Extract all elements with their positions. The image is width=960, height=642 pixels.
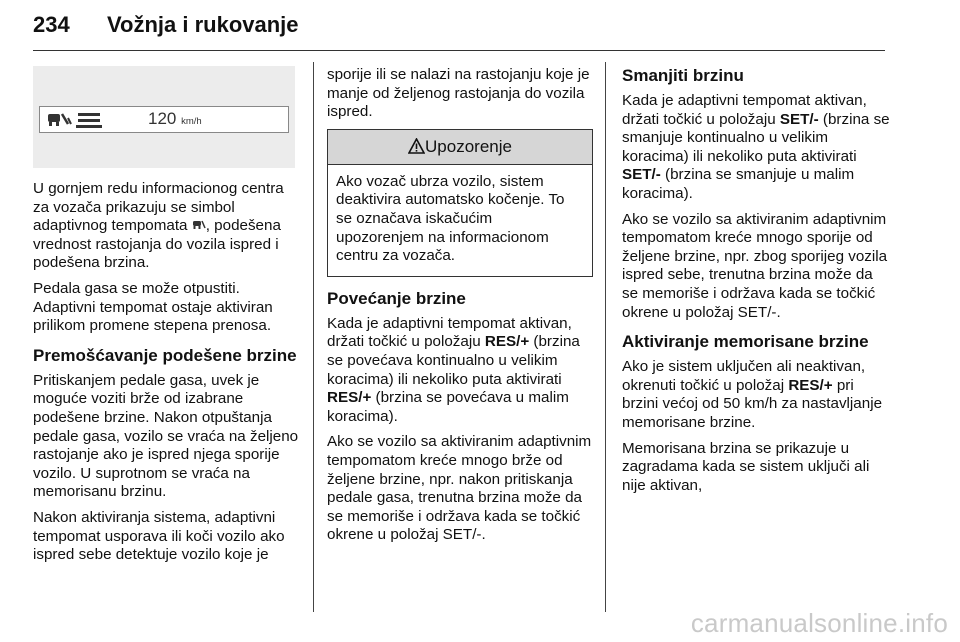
adaptive-cruise-icon: [192, 219, 206, 232]
page-number: 234: [33, 12, 70, 37]
paragraph: sporije ili se nalazi na rastojanju koje je manje od željenog rastojanja do vozila ispred.: [327, 66, 590, 121]
paragraph: U gornjem redu informacionog centra za vozača prikazuju se simbol adaptivnog tempomata , podešena vrednost rastojanja do vozila ispred i podešena brzina.: [33, 180, 284, 272]
display-top-row: [39, 106, 289, 133]
warning-title: Upozorenje: [425, 136, 512, 156]
page-header: [33, 12, 885, 51]
watermark: carmanualsonline.info: [690, 608, 948, 638]
column-2: [327, 66, 593, 552]
paragraph: Kada je adaptivni tempomat aktivan, držati točkić u položaju SET/- (brzina se smanjuje kontinualno u velikim koracima) ili nekoliko puta aktivirati SET/- (brzina se smanjuje u malim koracima).: [622, 92, 890, 202]
warning-box: [327, 129, 593, 277]
warning-header: [328, 130, 592, 165]
paragraph: Pritiskanjem pedale gasa, uvek je moguće voziti brže od izabrane podešene brzine. Nakon otpuštanja pedale gasa, vozilo se vraća na željeno rastojanje ako je ispred njega sporije vozilo. U suprotnom se vraća na memorisanu brzinu.: [33, 371, 299, 501]
column-divider-2: [605, 62, 606, 612]
section-heading: Smanjiti brzinu: [622, 66, 744, 85]
paragraph: Ako se vozilo sa aktiviranim adaptivnim tempomatom kreće mnogo sporije od željene brzine, npr. zbog sporijeg vozila ispred sebe, trenutna brzina može da se memoriše i održava kada se točkić okrene u položaj SET/-.: [622, 210, 888, 321]
car-with-distance-bars-icon: [46, 110, 104, 130]
warning-triangle-icon: [408, 138, 425, 154]
paragraph: Ako se vozilo sa aktiviranim adaptivnim tempomatom kreće mnogo brže od željene brzine, npr. nakon pritiskanja pedale gasa, trenutna brzina može da se memoriše i održava kada se točkić okrene u položaj SET/-.: [327, 433, 592, 544]
paragraph: Nakon aktiviranja sistema, adaptivni tempomat usporava ili koči vozilo ako ispred sebe detektuje vozilo koje je: [33, 508, 285, 564]
column-divider-1: [313, 62, 314, 612]
paragraph: Ako je sistem uključen ali neaktivan, okrenuti točkić u položaj RES/+ pri brzini većoj od 50 km/h za nastavljanje memorisane brzine.: [622, 358, 883, 431]
paragraph: Pedala gasa se može otpustiti. Adaptivni tempomat ostaje aktiviran prilikom promene stepena prenosa.: [33, 279, 273, 335]
section-heading: Premošćavanje podešene brzine: [33, 345, 297, 365]
section-heading: Povećanje brzine: [327, 288, 466, 308]
warning-text: Ako vozač ubrza vozilo, sistem deaktivira automatsko kočenje. To se označava iskačućim upozorenjem na informacionom centru za vozača.: [336, 172, 565, 265]
column-1: [33, 66, 301, 572]
paragraph: Memorisana brzina se prikazuje u zagradama kada se sistem uključi ali nije aktivan,: [622, 439, 870, 494]
chapter-title: Vožnja i rukovanje: [107, 12, 299, 37]
paragraph: Kada je adaptivni tempomat aktivan, držati točkić u položaju RES/+ (brzina se povećava kontinualno u velikim koracima) ili nekoliko puta aktivirati RES/+ (brzina se povećava u malim koracima).: [327, 314, 580, 425]
column-3: [622, 66, 890, 502]
driver-info-display-illustration: [33, 66, 295, 168]
section-heading: Aktiviranje memorisane brzine: [622, 332, 869, 352]
set-speed: 120 km/h: [148, 109, 202, 128]
